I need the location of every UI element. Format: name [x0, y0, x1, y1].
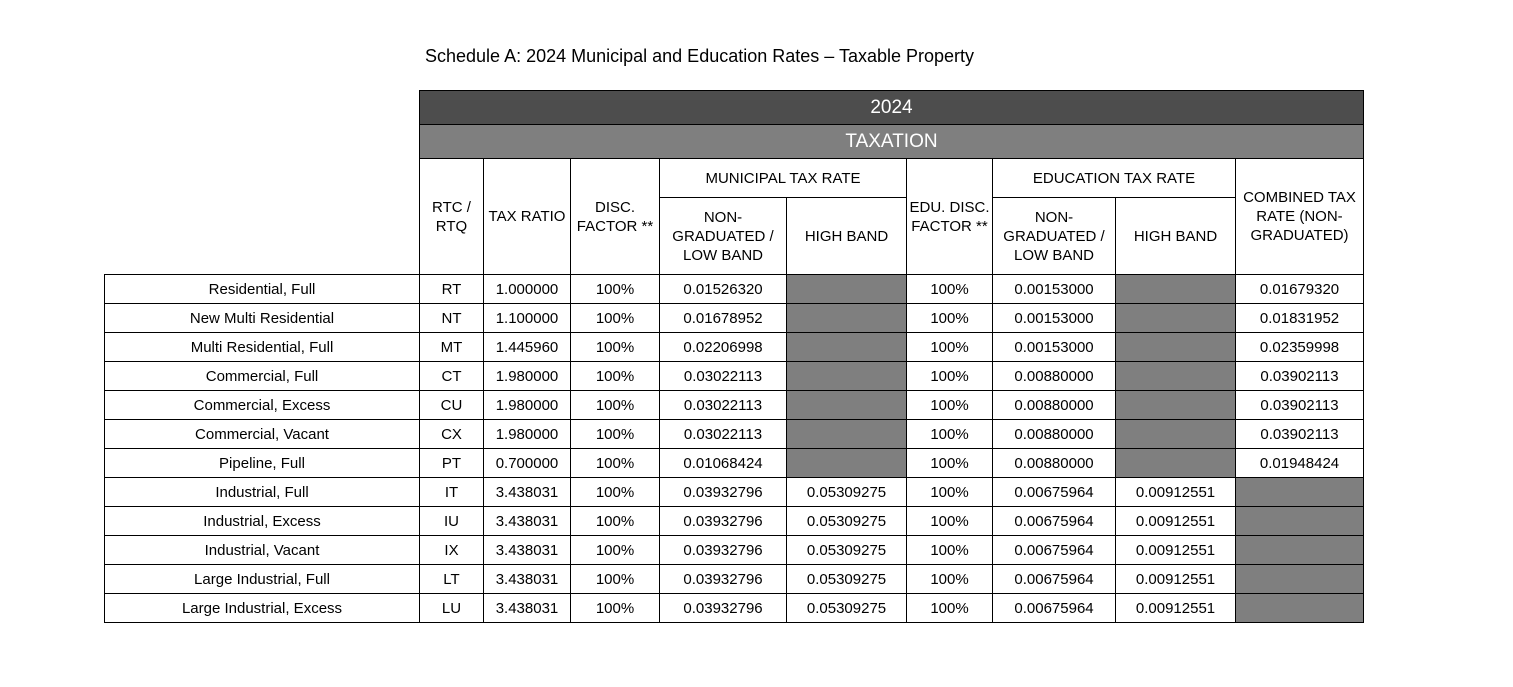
edu-disc-factor-cell: 100%: [907, 333, 993, 362]
tax-ratio-cell: 3.438031: [484, 565, 571, 594]
rtc-rtq-cell: CX: [420, 420, 484, 449]
combined-tax-rate-cell: [1236, 507, 1364, 536]
rtc-rtq-cell: LT: [420, 565, 484, 594]
tax-ratio-cell: 0.700000: [484, 449, 571, 478]
education-high-band-cell: [1116, 449, 1236, 478]
combined-tax-rate-cell: [1236, 565, 1364, 594]
col-muni-high-band: HIGH BAND: [787, 198, 907, 275]
table-row: [105, 449, 1364, 478]
blank-corner: [105, 159, 420, 275]
education-high-band-cell: [1116, 275, 1236, 304]
rtc-rtq-cell: NT: [420, 304, 484, 333]
table-row: [105, 333, 1364, 362]
municipal-low-band-cell: 0.03932796: [660, 594, 787, 623]
education-high-band-cell: 0.00912551: [1116, 478, 1236, 507]
municipal-low-band-cell: 0.03022113: [660, 362, 787, 391]
education-low-band-cell: 0.00675964: [993, 478, 1116, 507]
combined-tax-rate-cell: 0.03902113: [1236, 391, 1364, 420]
year-header: 2024: [420, 91, 1364, 125]
education-high-band-cell: 0.00912551: [1116, 536, 1236, 565]
education-low-band-cell: 0.00153000: [993, 304, 1116, 333]
col-rtc-rtq: RTC / RTQ: [420, 159, 484, 275]
rtc-rtq-cell: IT: [420, 478, 484, 507]
education-low-band-cell: 0.00880000: [993, 362, 1116, 391]
education-low-band-cell: 0.00153000: [993, 333, 1116, 362]
municipal-high-band-cell: [787, 391, 907, 420]
education-high-band-cell: 0.00912551: [1116, 565, 1236, 594]
municipal-low-band-cell: 0.03932796: [660, 536, 787, 565]
property-class-cell: Commercial, Full: [105, 362, 420, 391]
edu-disc-factor-cell: 100%: [907, 275, 993, 304]
tax-ratio-cell: 3.438031: [484, 594, 571, 623]
table-row: [105, 536, 1364, 565]
taxation-header-row: [105, 125, 1364, 159]
disc-factor-cell: 100%: [571, 565, 660, 594]
education-high-band-cell: [1116, 333, 1236, 362]
tax-ratio-cell: 1.000000: [484, 275, 571, 304]
municipal-low-band-cell: 0.03022113: [660, 420, 787, 449]
table-row: [105, 391, 1364, 420]
tax-ratio-cell: 3.438031: [484, 536, 571, 565]
property-class-cell: Industrial, Excess: [105, 507, 420, 536]
rtc-rtq-cell: LU: [420, 594, 484, 623]
disc-factor-cell: 100%: [571, 594, 660, 623]
municipal-high-band-cell: 0.05309275: [787, 594, 907, 623]
municipal-high-band-cell: [787, 420, 907, 449]
rtc-rtq-cell: IU: [420, 507, 484, 536]
municipal-high-band-cell: 0.05309275: [787, 536, 907, 565]
education-low-band-cell: 0.00675964: [993, 594, 1116, 623]
property-class-cell: Multi Residential, Full: [105, 333, 420, 362]
municipal-high-band-cell: 0.05309275: [787, 507, 907, 536]
property-class-cell: New Multi Residential: [105, 304, 420, 333]
municipal-high-band-cell: [787, 362, 907, 391]
municipal-high-band-cell: 0.05309275: [787, 478, 907, 507]
municipal-low-band-cell: 0.01068424: [660, 449, 787, 478]
education-low-band-cell: 0.00880000: [993, 420, 1116, 449]
disc-factor-cell: 100%: [571, 275, 660, 304]
education-high-band-cell: [1116, 304, 1236, 333]
edu-disc-factor-cell: 100%: [907, 565, 993, 594]
education-low-band-cell: 0.00675964: [993, 536, 1116, 565]
property-class-cell: Industrial, Full: [105, 478, 420, 507]
property-class-cell: Residential, Full: [105, 275, 420, 304]
page-title: Schedule A: 2024 Municipal and Education Rates – Taxable Property: [425, 46, 975, 66]
municipal-high-band-cell: [787, 304, 907, 333]
blank-corner: [105, 91, 420, 125]
combined-tax-rate-cell: 0.01948424: [1236, 449, 1364, 478]
tax-ratio-cell: 1.445960: [484, 333, 571, 362]
disc-factor-cell: 100%: [571, 420, 660, 449]
municipal-high-band-cell: [787, 275, 907, 304]
edu-disc-factor-cell: 100%: [907, 304, 993, 333]
edu-disc-factor-cell: 100%: [907, 420, 993, 449]
combined-tax-rate-cell: [1236, 594, 1364, 623]
blank-corner: [105, 125, 420, 159]
disc-factor-cell: 100%: [571, 304, 660, 333]
table-row: [105, 420, 1364, 449]
municipal-low-band-cell: 0.03932796: [660, 507, 787, 536]
tax-ratio-cell: 1.980000: [484, 420, 571, 449]
municipal-low-band-cell: 0.02206998: [660, 333, 787, 362]
education-low-band-cell: 0.00153000: [993, 275, 1116, 304]
rtc-rtq-cell: RT: [420, 275, 484, 304]
table-row: [105, 507, 1364, 536]
municipal-high-band-cell: [787, 333, 907, 362]
edu-disc-factor-cell: 100%: [907, 391, 993, 420]
property-class-cell: Large Industrial, Full: [105, 565, 420, 594]
col-disc-factor: DISC. FACTOR **: [571, 159, 660, 275]
combined-tax-rate-cell: 0.03902113: [1236, 420, 1364, 449]
property-class-cell: Pipeline, Full: [105, 449, 420, 478]
col-group-education-tax-rate: EDUCATION TAX RATE: [993, 159, 1236, 198]
municipal-low-band-cell: 0.01526320: [660, 275, 787, 304]
edu-disc-factor-cell: 100%: [907, 507, 993, 536]
taxation-header: TAXATION: [420, 125, 1364, 159]
disc-factor-cell: 100%: [571, 536, 660, 565]
col-tax-ratio: TAX RATIO: [484, 159, 571, 275]
property-class-cell: Commercial, Excess: [105, 391, 420, 420]
rates-table: [104, 90, 1364, 623]
tax-ratio-cell: 3.438031: [484, 507, 571, 536]
col-group-municipal-tax-rate: MUNICIPAL TAX RATE: [660, 159, 907, 198]
col-edu-disc-factor: EDU. DISC. FACTOR **: [907, 159, 993, 275]
col-combined-tax-rate: COMBINED TAX RATE (NON- GRADUATED): [1236, 159, 1364, 275]
table-row: [105, 478, 1364, 507]
education-high-band-cell: [1116, 391, 1236, 420]
disc-factor-cell: 100%: [571, 362, 660, 391]
municipal-low-band-cell: 0.01678952: [660, 304, 787, 333]
rtc-rtq-cell: MT: [420, 333, 484, 362]
disc-factor-cell: 100%: [571, 391, 660, 420]
edu-disc-factor-cell: 100%: [907, 594, 993, 623]
rtc-rtq-cell: CU: [420, 391, 484, 420]
combined-tax-rate-cell: 0.03902113: [1236, 362, 1364, 391]
edu-disc-factor-cell: 100%: [907, 536, 993, 565]
edu-disc-factor-cell: 100%: [907, 449, 993, 478]
property-class-cell: Large Industrial, Excess: [105, 594, 420, 623]
education-high-band-cell: [1116, 362, 1236, 391]
col-edu-high-band: HIGH BAND: [1116, 198, 1236, 275]
rtc-rtq-cell: PT: [420, 449, 484, 478]
property-class-cell: Industrial, Vacant: [105, 536, 420, 565]
combined-tax-rate-cell: [1236, 536, 1364, 565]
education-high-band-cell: 0.00912551: [1116, 594, 1236, 623]
tax-ratio-cell: 1.980000: [484, 391, 571, 420]
rtc-rtq-cell: IX: [420, 536, 484, 565]
table-row: [105, 362, 1364, 391]
table-row: [105, 304, 1364, 333]
disc-factor-cell: 100%: [571, 449, 660, 478]
rtc-rtq-cell: CT: [420, 362, 484, 391]
rates-table-body: [105, 275, 1364, 623]
col-muni-non-graduated: NON- GRADUATED / LOW BAND: [660, 198, 787, 275]
tax-ratio-cell: 1.100000: [484, 304, 571, 333]
education-low-band-cell: 0.00675964: [993, 507, 1116, 536]
tax-ratio-cell: 1.980000: [484, 362, 571, 391]
disc-factor-cell: 100%: [571, 507, 660, 536]
education-low-band-cell: 0.00675964: [993, 565, 1116, 594]
table-row: [105, 594, 1364, 623]
education-low-band-cell: 0.00880000: [993, 391, 1116, 420]
education-high-band-cell: 0.00912551: [1116, 507, 1236, 536]
municipal-low-band-cell: 0.03932796: [660, 565, 787, 594]
combined-tax-rate-cell: 0.01831952: [1236, 304, 1364, 333]
education-high-band-cell: [1116, 420, 1236, 449]
combined-tax-rate-cell: [1236, 478, 1364, 507]
combined-tax-rate-cell: 0.01679320: [1236, 275, 1364, 304]
disc-factor-cell: 100%: [571, 478, 660, 507]
property-class-cell: Commercial, Vacant: [105, 420, 420, 449]
tax-ratio-cell: 3.438031: [484, 478, 571, 507]
year-header-row: [105, 91, 1364, 125]
municipal-low-band-cell: 0.03932796: [660, 478, 787, 507]
municipal-low-band-cell: 0.03022113: [660, 391, 787, 420]
disc-factor-cell: 100%: [571, 333, 660, 362]
edu-disc-factor-cell: 100%: [907, 362, 993, 391]
edu-disc-factor-cell: 100%: [907, 478, 993, 507]
combined-tax-rate-cell: 0.02359998: [1236, 333, 1364, 362]
municipal-high-band-cell: [787, 449, 907, 478]
col-edu-non-graduated: NON- GRADUATED / LOW BAND: [993, 198, 1116, 275]
column-header-row: [105, 159, 1364, 198]
table-row: [105, 275, 1364, 304]
table-row: [105, 565, 1364, 594]
education-low-band-cell: 0.00880000: [993, 449, 1116, 478]
municipal-high-band-cell: 0.05309275: [787, 565, 907, 594]
